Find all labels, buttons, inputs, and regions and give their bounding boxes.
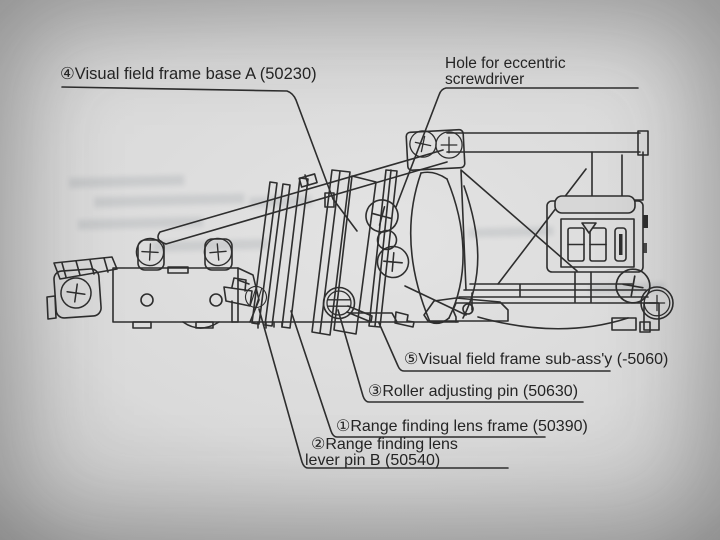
- block-screw-right: [436, 132, 462, 158]
- lcd-bar-segment: [615, 228, 626, 261]
- label-hole-line2: screwdriver: [445, 71, 525, 88]
- housing-right-wall: [592, 152, 643, 200]
- eccentric-screw-block: [406, 130, 465, 171]
- lcd-digit-1: [568, 228, 584, 261]
- label-lever-pin-line2: lever pin B (50540): [305, 452, 441, 469]
- label-hole-line1: Hole for eccentric: [445, 55, 566, 72]
- roller-adjusting-pin: [324, 288, 373, 323]
- labels: [60, 55, 668, 469]
- label-frame-sub-assy: ⑤Visual field frame sub-ass'y (-5060): [404, 351, 669, 368]
- label-lens-frame: ①Range finding lens frame (50390): [336, 418, 588, 435]
- leader-lines: [62, 87, 638, 468]
- label-roller-pin: ③Roller adjusting pin (50630): [368, 383, 579, 400]
- lcd-digit-2: [590, 228, 606, 261]
- label-lever-pin-line1: ②Range finding lens: [311, 436, 458, 453]
- label-frame-base-a: ④Visual field frame base A (50230): [60, 65, 317, 83]
- range-finding-lens: [411, 172, 478, 323]
- leader-eccentric-hole: [396, 88, 638, 207]
- post-screw-left: [136, 238, 165, 267]
- left-bracket-screw: [59, 276, 93, 310]
- housing-top-bar: [447, 133, 640, 152]
- lcd-contact-tab: [643, 215, 648, 228]
- sub-assembly-clip: [395, 312, 414, 327]
- leader-frame-base-a: [62, 87, 357, 231]
- block-screw-left: [407, 128, 438, 159]
